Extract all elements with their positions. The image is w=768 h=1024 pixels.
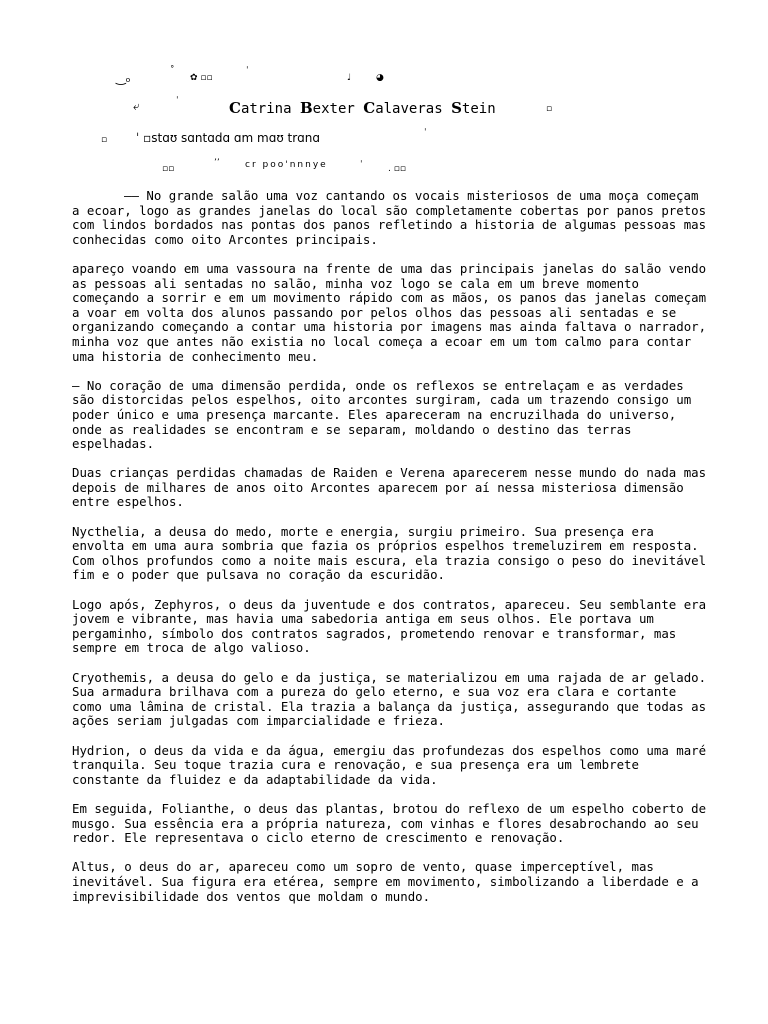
title-word-rest: alaveras xyxy=(375,101,443,117)
decor-glyph: ✿ ▫▫ xyxy=(190,73,213,83)
title-word-rest: atrina xyxy=(240,101,292,117)
decor-glyph: ◕ xyxy=(376,73,384,83)
decor-glyph: . ▫▫ xyxy=(388,164,406,174)
decor-glyph: ‿ₒ xyxy=(116,71,131,85)
document-body xyxy=(72,189,712,919)
decor-glyph: ⤶ xyxy=(133,99,140,113)
paragraph: Altus, o deus do ar, apareceu como um sopro de vento, quase imperceptível, mas inevitável. Sua figura era etérea, sempre em movimento, simbolizando a liberdade e a imprevisibilidade dos ventos que moldam o mundo. xyxy=(72,859,699,904)
document-title xyxy=(229,99,496,117)
title-word-rest: exter xyxy=(312,101,355,117)
title-initial: C xyxy=(363,99,376,117)
decor-glyph: ˈ xyxy=(246,66,249,76)
decor-glyph: ▫ xyxy=(101,135,108,145)
decor-garbled-line: ˈ ▫stɑʊ sɑntɑdɑ ɑm mɑʊ trɑnɑ xyxy=(136,131,321,145)
decor-glyph: ▫▫ xyxy=(162,164,175,174)
title-initial: B xyxy=(299,99,313,117)
decor-glyph: ♩ xyxy=(347,73,352,83)
decor-garbled-line: cr poo'nnnye xyxy=(245,160,328,170)
decor-glyph: ˚ xyxy=(170,66,175,76)
paragraph: Em seguida, Folianthe, o deus das plantas, brotou do reflexo de um espelho coberto de musgo. Sua essência era a própria natureza, com vinhas e flores desabrochando ao seu redor. Ele representava o ciclo eterno de crescimento e renovação. xyxy=(72,800,707,846)
paragraph: Duas crianças perdidas chamadas de Raiden e Verena aparecerem nesse mundo do nada mas depois de milhares de anos oito Arcontes aparecem por aí nessa misteriosa dimensão entre espelhos. xyxy=(72,465,707,510)
paragraph: Hydrion, o deus da vida e da água, emergiu das profundezas dos espelhos como uma maré tranquila. Seu toque trazia cura e renovação, e sua presença era um lembrete constante da fluidez e da adaptabilidade da vida. xyxy=(72,742,707,787)
paragraph: apareço voando em uma vassoura na frente de uma das principais janelas do salão vendo as pessoas ali sentadas no salão, minha voz logo se cala em um breve momento começando a sorrir e em um movimento rápido com as mãos, os panos das janelas começam a voar em volta dos alunos passando por pelos olhos das pessoas ali sentadas e se organizando começando a contar uma historia por imagens mas ainda faltava o narrador, minha voz que antes não existia no local começa a ecoar em um tom calmo para contar uma historia de conhecimento meu. xyxy=(72,260,707,364)
paragraph: Nycthelia, a deusa do medo, morte e energia, surgiu primeiro. Sua presença era envolta em uma aura sombria que fazia os próprios espelhos tremeluzirem em resposta. Com olhos profundos como a noite mais escura, ela trazia consigo o peso do inevitável fim e o poder que pulsava no coração da escuridão. xyxy=(72,523,707,583)
title-word-rest: tein xyxy=(461,101,496,117)
decor-glyph: ▫ xyxy=(546,104,553,114)
decor-glyph: ˈ xyxy=(360,160,363,170)
paragraph: —— No grande salão uma voz cantando os vocais misteriosos de uma moça começam a ecoar, logo as grandes janelas do local são completamente cobertas por panos pretos com lindos bordados nas pontas dos panos refletindo a historia de algumas pessoas mas conhecidas como oito Arcontes principais. xyxy=(72,188,707,247)
decor-glyph: ˈ xyxy=(424,128,427,138)
paragraph: — No coração de uma dimensão perdida, onde os reflexos se entrelaçam e as verdades são distorcidas pelos espelhos, oito arcontes surgiram, cada um trazendo consigo um poder único e uma presença marcante. Eles apareceram na encruzilhada do universo, onde as realidades se encontram e se separam, moldando o destino das terras espelhadas. xyxy=(72,377,692,452)
title-initial: S xyxy=(451,99,462,117)
paragraph: Logo após, Zephyros, o deus da juventude e dos contratos, apareceu. Seu semblante era jovem e vibrante, mas havia uma sabedoria antiga em seus olhos. Ele portava um pergaminho, símbolo dos contratos sagrados, prometendo renovar e transformar, mas sempre em troca de algo valioso. xyxy=(72,596,707,656)
title-initial: C xyxy=(229,99,241,117)
paragraph: Cryothemis, a deusa do gelo e da justiça, se materializou em uma rajada de ar gelado. Sua armadura brilhava com a pureza do gelo eterno, e sua voz era clara e cortante como uma lâmina de cristal. Ela trazia a balança da justiça, assegurando que todas as ações seriam julgadas com imparcialidade e frieza. xyxy=(72,669,707,729)
decor-glyph: ˈ xyxy=(176,96,179,106)
decor-glyph: ʼʼ xyxy=(214,158,220,168)
